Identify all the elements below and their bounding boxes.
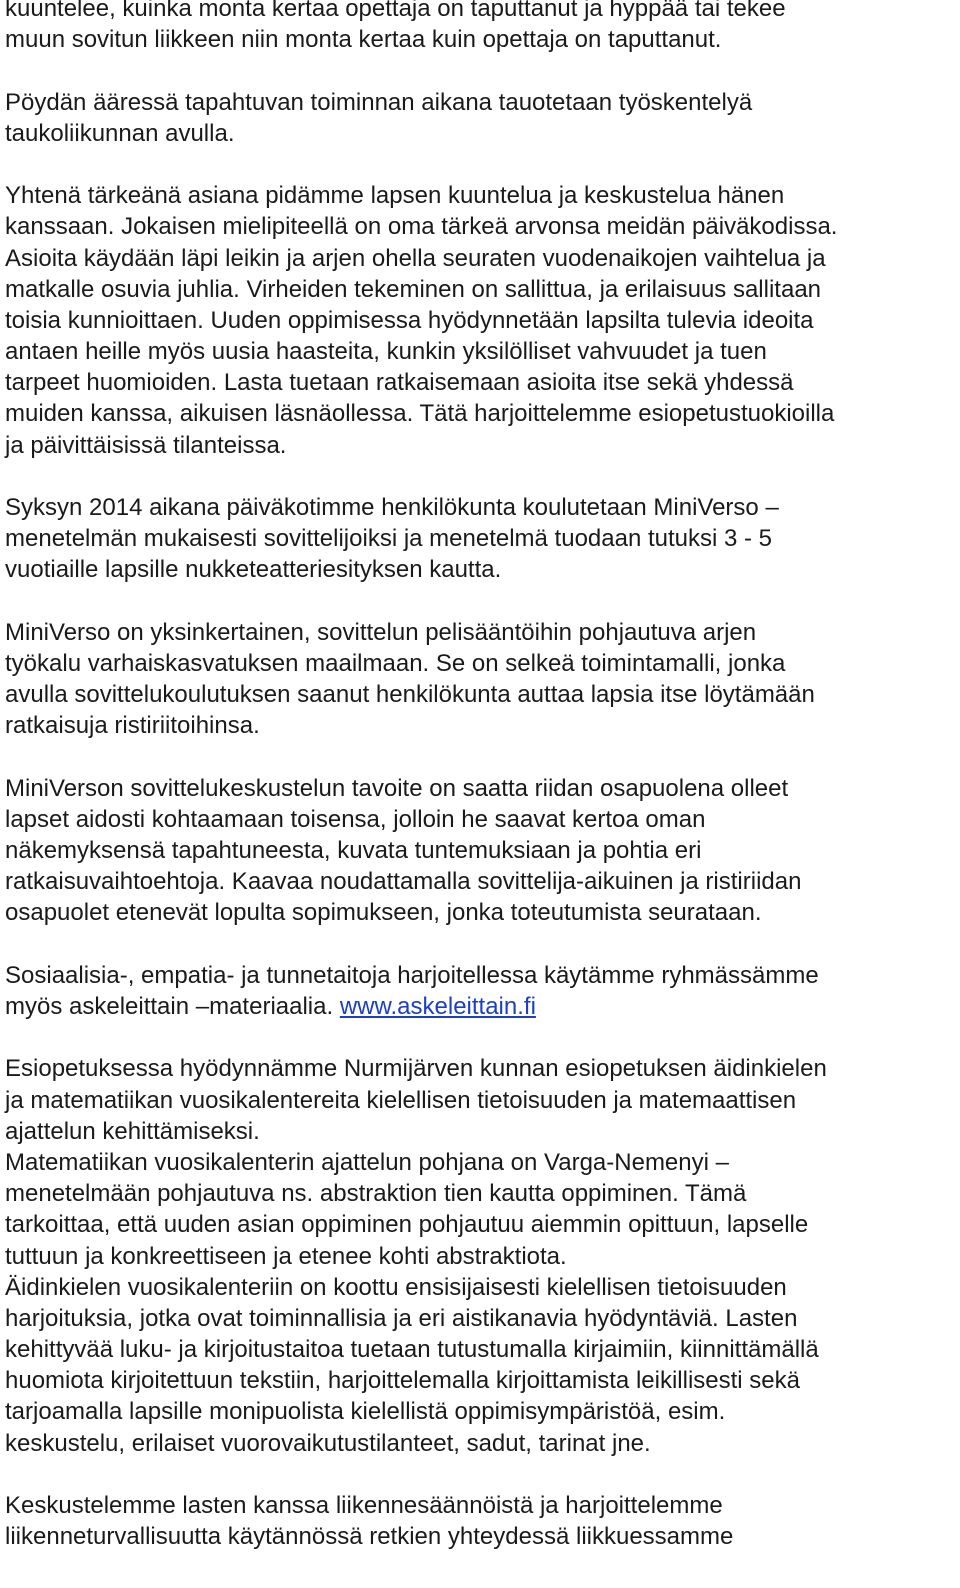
paragraph-preschool-calendars xyxy=(5,1053,955,1458)
text-line xyxy=(5,991,955,1022)
text-line: menetelmän mukaisesti sovittelijoiksi ja menetelmä tuodaan tutuksi 3 - 5 xyxy=(5,525,773,553)
text-line: kanssaan. Jokaisen mielipiteellä on oma tärkeä arvonsa meidän päiväkodissa. xyxy=(5,213,838,241)
text-line: Keskustelemme lasten kanssa liikennesäännöistä ja harjoittelemme xyxy=(5,1492,723,1519)
paragraph-social-skills xyxy=(5,960,955,1022)
text-line: tarjoamalla lapsille monipuolista kielellistä oppimisympäristöä, esim. xyxy=(5,1398,726,1426)
paragraph-break-exercise xyxy=(5,87,955,149)
text-line: antaen heille myös uusia haasteita, kunkin yksilölliset vahvuudet ja tuen xyxy=(5,338,767,366)
text-line: muiden kanssa, aikuisen läsnäollessa. Tätä harjoittelemme esiopetustuokioilla xyxy=(5,400,835,428)
paragraph-traffic-safety xyxy=(5,1490,955,1552)
paragraph-miniverso-training xyxy=(5,492,955,586)
text-line: Esiopetuksessa hyödynnämme Nurmijärven kunnan esiopetuksen äidinkielen xyxy=(5,1055,827,1083)
text-line: työkalu varhaiskasvatuksen maailmaan. Se on selkeä toimintamalli, jonka xyxy=(5,649,786,677)
text-line: matkalle osuvia juhlia. Virheiden tekeminen on sallittua, ja erilaisuus sallitaan xyxy=(5,275,822,303)
askeleittain-link[interactable]: www.askeleittain.fi xyxy=(339,993,536,1020)
text-line: ja päivittäisissä tilanteissa. xyxy=(5,431,287,459)
text-line: ratkaisuja ristiriitoihinsa. xyxy=(5,712,260,740)
text-line: MiniVerso on yksinkertainen, sovittelun pelisääntöihin pohjautuva arjen xyxy=(5,618,757,646)
text-line: näkemyksensä tapahtuneesta, kuvata tuntemuksiaan ja pohtia eri xyxy=(5,837,702,865)
text-line: muun sovitun liikkeen niin monta kertaa kuin opettaja on taputtanut. xyxy=(5,26,722,54)
text-line: ajattelun kehittämiseksi. xyxy=(5,1117,260,1145)
text-line: ja matematiikan vuosikalentereita kielellisen tietoisuuden ja matemaattisen xyxy=(5,1086,797,1114)
document-page xyxy=(5,0,955,1552)
text-line: huomiota kirjoitettuun tekstiin, harjoittelemalla kirjoittamista leikillisesti sekä xyxy=(5,1367,800,1395)
text-line: keskustelu, erilaiset vuorovaikutustilanteet, sadut, tarinat jne. xyxy=(5,1429,651,1457)
paragraph-listening-and-discussion xyxy=(5,180,955,461)
text-line: vuotiaille lapsille nukketeatteriesityksen kautta. xyxy=(5,556,502,584)
text-line: avulla sovittelukoulutuksen saanut henkilökunta auttaa lapsia itse löytämään xyxy=(5,681,815,709)
text-line: tarkoittaa, että uuden asian oppiminen pohjautuu aiemmin opittuun, lapselle xyxy=(5,1211,809,1239)
text-line: tuttuun ja konkreettiseen ja etenee kohti abstraktiota. xyxy=(5,1242,567,1270)
text-line: Asioita käydään läpi leikin ja arjen ohella seuraten vuodenaikojen vaihtelua ja xyxy=(5,244,826,272)
text-line: Äidinkielen vuosikalenteriin on koottu ensisijaisesti kielellisen tietoisuuden xyxy=(5,1273,787,1301)
text-line: menetelmään pohjautuva ns. abstraktion tien kautta oppiminen. Tämä xyxy=(5,1180,747,1208)
text-line: liikenneturvallisuutta käytännössä retkien yhteydessä liikkuessamme xyxy=(5,1523,734,1551)
text-line: Pöydän ääressä tapahtuvan toiminnan aikana tauotetaan työskentelyä xyxy=(5,88,753,116)
text-line: tarpeet huomioiden. Lasta tuetaan ratkaisemaan asioita itse sekä yhdessä xyxy=(5,369,794,397)
text-line: MiniVerson sovittelukeskustelun tavoite on saatta riidan osapuolena olleet xyxy=(5,774,789,802)
text-line: harjoituksia, jotka ovat toiminnallisia ja eri aistikanavia hyödyntäviä. Lasten xyxy=(5,1304,798,1332)
paragraph-listening-exercise xyxy=(5,0,955,55)
text-line: toisia kunnioittaen. Uuden oppimisessa hyödynnetään lapsilta tulevia ideoita xyxy=(5,306,814,334)
text-line: osapuolet etenevät lopulta sopimukseen, jonka toteutumista seurataan. xyxy=(5,899,762,927)
paragraph-mediation-goal xyxy=(5,773,955,929)
text-line: Matematiikan vuosikalenterin ajattelun pohjana on Varga-Nemenyi – xyxy=(5,1148,729,1176)
paragraph-miniverso-description xyxy=(5,617,955,742)
text-line: kehittyvää luku- ja kirjoitustaitoa tuetaan tutustumalla kirjaimiin, kiinnittämällä xyxy=(5,1336,819,1364)
text-line: Sosiaalisia-, empatia- ja tunnetaitoja harjoitellessa käytämme ryhmässämme xyxy=(5,961,819,989)
text-line: ratkaisuvaihtoehtoja. Kaavaa noudattamalla sovittelija-aikuinen ja ristiriidan xyxy=(5,868,802,896)
text-line: lapset aidosti kohtaamaan toisensa, jolloin he saavat kertoa oman xyxy=(5,805,706,833)
text-line: kuuntelee, kuinka monta kertaa opettaja on taputtanut ja hyppää tai tekee xyxy=(5,0,786,22)
text-fragment: myös askeleittain –materiaalia. xyxy=(5,993,340,1020)
text-line: Syksyn 2014 aikana päiväkotimme henkilökunta koulutetaan MiniVerso – xyxy=(5,494,779,521)
text-line: taukoliikunnan avulla. xyxy=(5,119,235,147)
text-line: Yhtenä tärkeänä asiana pidämme lapsen kuuntelua ja keskustelua hänen xyxy=(5,182,785,210)
